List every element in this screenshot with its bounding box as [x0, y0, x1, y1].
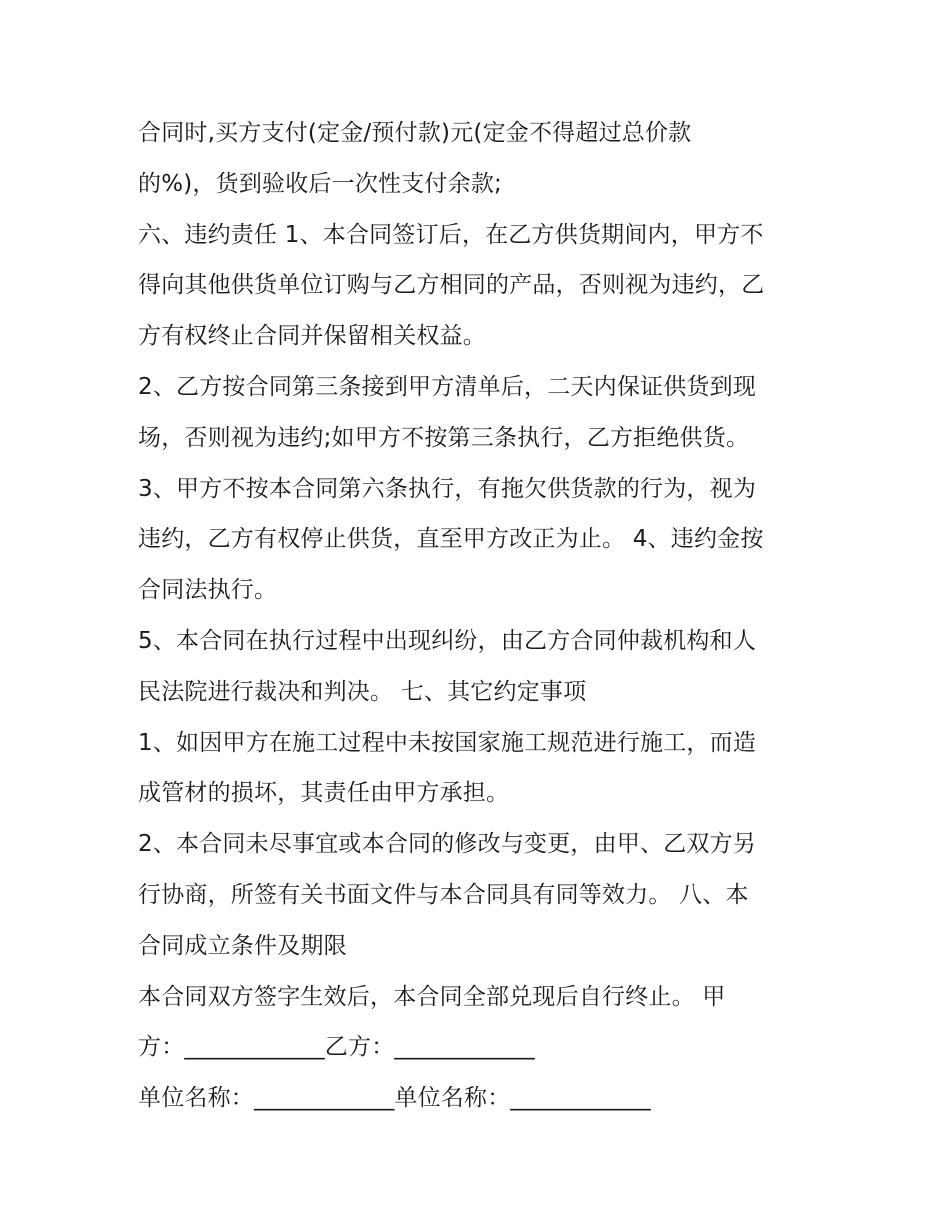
text-line: 1、如因甲方在施工过程中未按国家施工规范进行施工，而造 [138, 729, 757, 756]
text-line: 3、甲方不按本合同第六条执行，有拖欠供货款的行为，视为 [138, 475, 757, 502]
text-line: 六、违约责任 1、本合同签订后，在乙方供货期间内，甲方不 [138, 221, 764, 248]
text-line: 本合同双方签字生效后，本合同全部兑现后自行终止。 甲 [138, 983, 726, 1010]
signature-line-units: 单位名称：____________单位名称：____________ [138, 1085, 651, 1112]
text-line: 民法院进行裁决和判决。 七、其它约定事项 [138, 678, 587, 705]
text-line: 5、本合同在执行过程中出现纠纷，由乙方合同仲裁机构和人 [138, 627, 757, 654]
text-line: 行协商，所签有关书面文件与本合同具有同等效力。 八、本 [138, 881, 749, 908]
text-line: 合同法执行。 [138, 577, 278, 604]
text-line: 的%)，货到验收后一次性支付余款; [138, 170, 502, 197]
text-line: 2、乙方按合同第三条接到甲方清单后，二天内保证供货到现 [138, 373, 757, 400]
text-line: 合同成立条件及期限 [138, 932, 347, 959]
text-line: 场，否则视为违约;如甲方不按第三条执行，乙方拒绝供货。 [138, 424, 750, 451]
text-line: 成管材的损坏，其责任由甲方承担。 [138, 780, 510, 807]
text-line: 合同时,买方支付(定金/预付款)元(定金不得超过总价款 [138, 120, 692, 146]
text-line: 违约，乙方有权停止供货，直至甲方改正为止。 4、违约金按 [138, 526, 764, 553]
text-line: 2、本合同未尽事宜或本合同的修改与变更，由甲、乙双方另 [138, 831, 757, 858]
signature-line-parties: 方：____________乙方：____________ [138, 1034, 535, 1061]
text-line: 方有权终止合同并保留相关权益。 [138, 323, 486, 350]
contract-body [138, 108, 818, 1124]
text-line: 得向其他供货单位订购与乙方相同的产品，否则视为违约，乙 [138, 272, 765, 299]
